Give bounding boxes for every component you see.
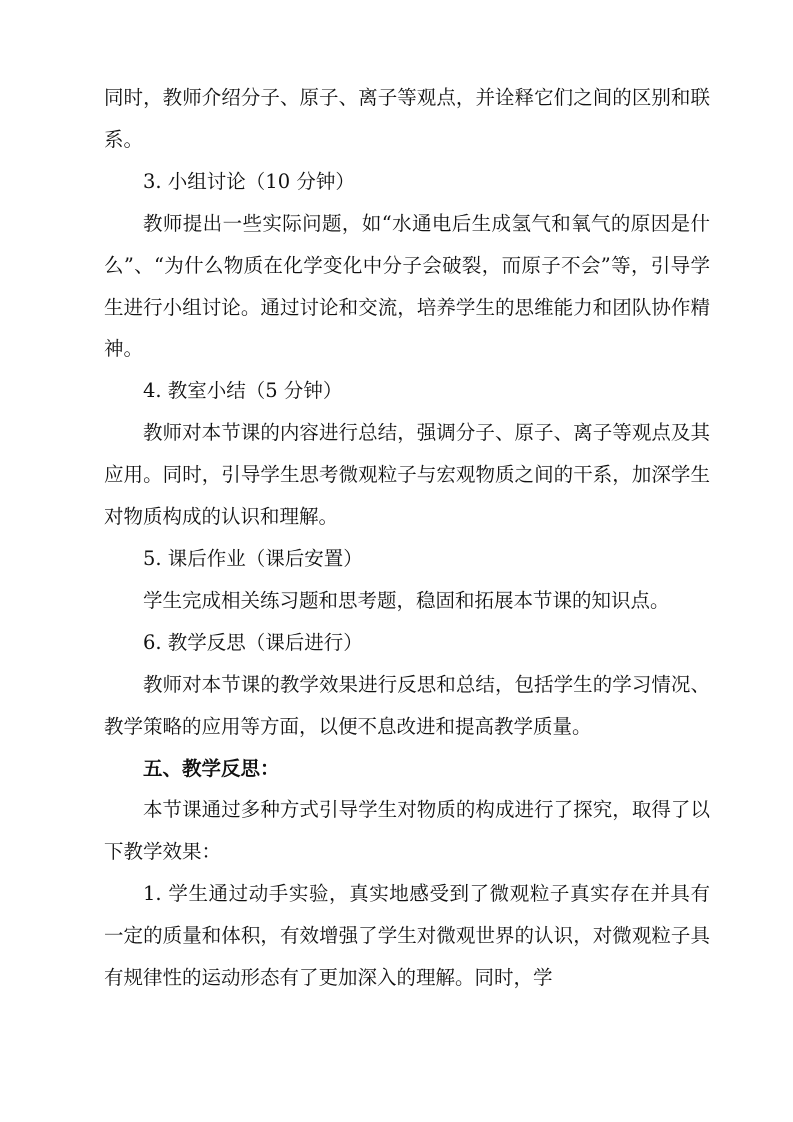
section-step-4-title: 4. 教室小结（5 分钟） <box>143 379 343 403</box>
paragraph-reflection-step: 教师对本节课的教学效果进行反思和总结，包括学生的学习情况、教学策略的应用等方面，以便不息改进和提高教学质量。 <box>104 672 710 738</box>
document-body <box>104 77 710 999</box>
section-step-3-title: 3. 小组讨论（10 分钟） <box>143 169 355 193</box>
section-step-6-title: 6. 教学反思（课后进行） <box>143 630 363 654</box>
paragraph-reflection-point-1: 1. 学生通过动手实验，真实地感受到了微观粒子真实存在并具有一定的质量和体积，有效增强了学生对微观世界的认识，对微观粒子具有规律性的运动形态有了更加深入的理解。同时，学 <box>104 882 710 990</box>
paragraph-homework: 学生完成相关练习题和思考题，稳固和拓展本节课的知识点。 <box>143 588 670 612</box>
paragraph-reflection-intro: 本节课通过多种方式引导学生对物质的构成进行了探究，取得了以下教学效果： <box>104 798 710 864</box>
section-heading-teaching-reflection: 五、教学反思： <box>143 756 280 780</box>
section-step-5-title: 5. 课后作业（课后安置） <box>143 546 363 570</box>
paragraph-group-discussion: 教师提出一些实际问题，如“水通电后生成氢气和氧气的原因是什么”、“为什么物质在化学变化中分子会破裂，而原子不会”等，引导学生进行小组讨论。通过讨论和交流，培养学生的思维能力和团队协作精神。 <box>104 211 710 361</box>
paragraph-continuation: 同时，教师介绍分子、原子、离子等观点，并诠释它们之间的区别和联系。 <box>104 86 710 151</box>
paragraph-class-summary: 教师对本节课的内容进行总结，强调分子、原子、离子等观点及其应用。同时，引导学生思考微观粒子与宏观物质之间的干系，加深学生对物质构成的认识和理解。 <box>104 421 710 529</box>
